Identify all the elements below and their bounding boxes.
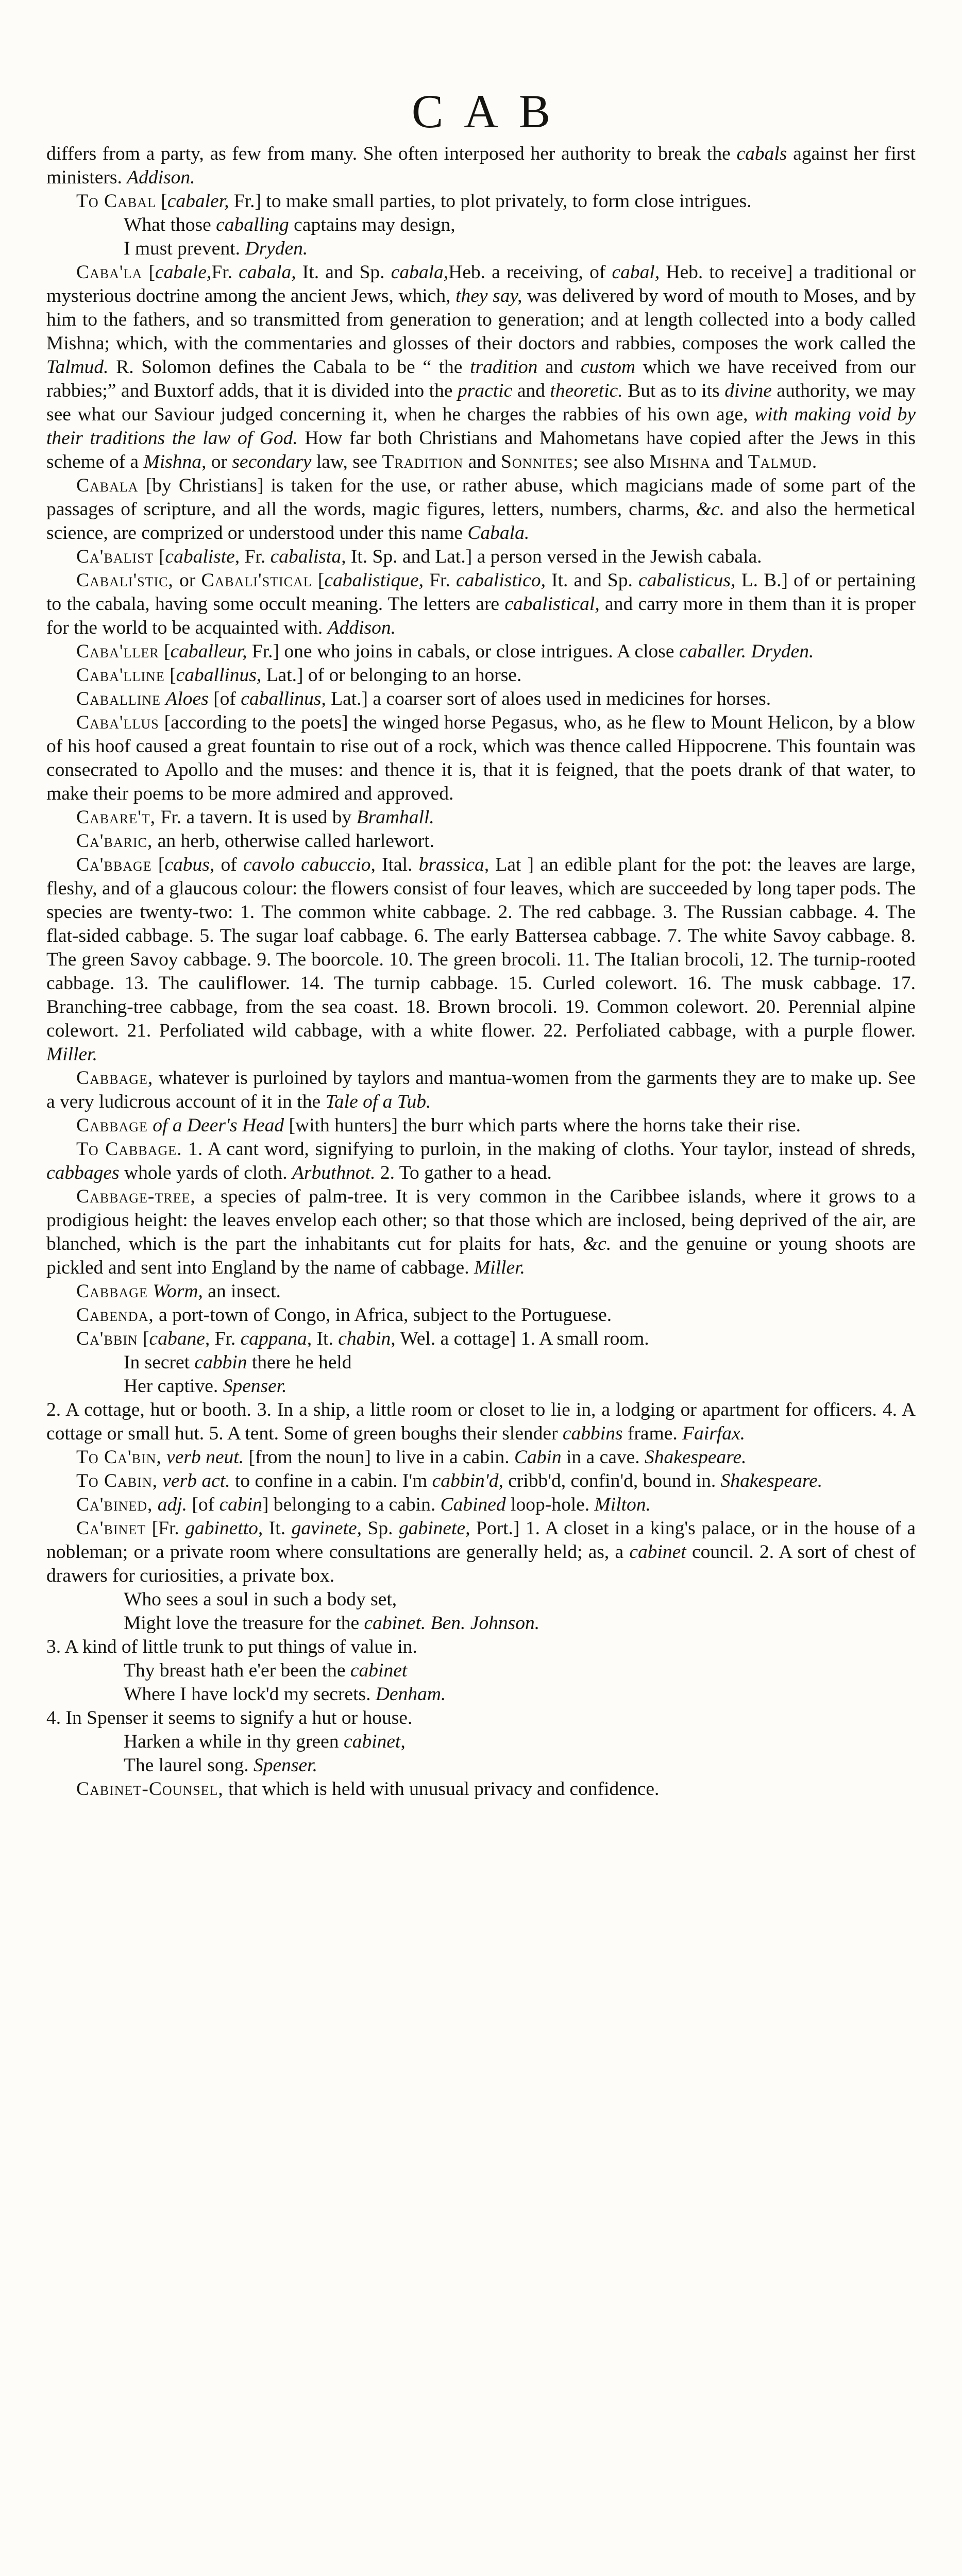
entry-text: Harken a while in thy green [124,1731,344,1752]
entry-text: How far both Christians and Mahometans have copied after the Jews in this scheme of a [46,428,916,472]
italic-text: Spenser. [254,1755,317,1776]
entry-text: and also the hermetical science, are comprized or understood under this name [46,499,916,544]
entry-text: Her captive. [124,1376,223,1397]
italic-text: verb neut. [166,1447,244,1468]
entry-paragraph [46,1398,916,1446]
headword: Caba'la [76,262,143,283]
entry-text: What those [124,214,216,235]
entry-text: which we have received from our rabbies;” and Buxtorf adds, that it is divided into the [46,357,916,401]
entry-text: differs from a party, as few from many. She often interposed her authority to break the [46,143,737,164]
italic-text: cabalistico, [456,570,546,591]
entry-text: Fr. a tavern. It is used by [156,807,357,828]
entry-text: an insect. [202,1281,281,1302]
dictionary-entries [46,142,916,1801]
headword: Mishna [649,451,711,472]
italic-text: Bramhall. [356,807,434,828]
entry-text: was delivered by word of mouth to Moses, and by him to the fathers, and so transmitted from generation to generation; and at length collected into a body called Mishna; which, with the commentaries and glosses of their doctors and rabbies, composes the work called the [46,285,916,354]
entry-text: council. 2. A sort of chest of drawers for curiosities, a private box. [46,1541,916,1586]
entry-text [162,1447,166,1468]
entry-paragraph [46,261,916,474]
entry-text: law, see [311,451,382,472]
headword: To Ca'bin, [76,1447,162,1468]
italic-text: cabalista, [270,546,346,567]
italic-text: Aloes [165,688,209,709]
italic-text: caballinus, [176,665,262,686]
entry-text: [ [159,641,171,662]
entry-text: R. Solomon defines the Cabala to be “ the [108,357,470,378]
entry-paragraph [46,687,916,711]
entry-text: Where I have lock'd my secrets. [124,1684,376,1705]
entry-paragraph [46,853,916,1066]
italic-text: &c. [696,499,725,520]
italic-text: cabalistique, [324,570,424,591]
italic-text: Milton. [594,1494,651,1515]
headword: Sonnites; [501,451,579,472]
italic-text: verb act. [162,1470,230,1492]
headword: Cabali'stic, [76,570,174,591]
italic-text: cabbages [46,1162,120,1183]
italic-text: Addison. [327,617,396,638]
entry-text: Fr. [211,262,239,283]
entry-text: But as to its [622,380,725,401]
entry-text [148,1281,153,1302]
entry-text: [from the noun] to live in a cabin. [244,1447,514,1468]
verse-line [46,237,916,261]
entry-text: and [463,451,501,472]
entry-text: [of [208,688,241,709]
headword: Talmud. [748,451,818,472]
italic-text: secondary [232,451,312,472]
entry-text: [ [142,262,155,283]
entry-text: and the genuine or young shoots are pickled and sent into England by the name of cabbage. [46,1233,916,1278]
entry-text: cribb'd, confin'd, bound in. [503,1470,721,1492]
entry-text: a port-town of Congo, in Africa, subject to the Portuguese. [154,1304,612,1326]
entry-text: and carry more in them than it is proper for the world to be acquainted with. [46,594,916,638]
italic-text: custom [580,357,636,378]
entry-paragraph [46,711,916,806]
headword: Caba'ller [76,641,159,662]
entry-text: [with hunters] the burr which parts where the horns take their rise. [284,1115,801,1136]
italic-text: gabinete, [398,1518,470,1539]
italic-text: Talmud. [46,357,109,378]
entry-text: Wel. a cottage] 1. A small room. [395,1328,649,1349]
entry-text: authority, we may see what our Saviour judged concerning it, when he charges the rabbies of his own age, [46,380,916,425]
entry-text: and [710,451,748,472]
headword: Caba'llus [76,712,159,733]
italic-text: cabala, [239,262,296,283]
entry-paragraph [46,829,916,853]
italic-text: cabal, [612,262,660,283]
entry-text: that which is held with unusual privacy and confidence. [223,1778,660,1800]
entry-text: 1. A cant word, signifying to purloin, in the making of cloths. Your taylor, instead of shreds, [182,1139,916,1160]
entry-paragraph [46,640,916,664]
verse-line [46,1730,916,1754]
headword: Ca'bbage [76,854,152,875]
entry-text: and [537,357,581,378]
headword: Ca'balist [76,546,154,567]
entry-paragraph [46,1493,916,1517]
entry-text [161,688,165,709]
entry-paragraph [46,190,916,213]
entry-text: [ [138,1328,149,1349]
verse-line [46,1351,916,1375]
headword: Ca'bined, [76,1494,153,1515]
entry-paragraph [46,1114,916,1138]
italic-text: Dryden. [245,238,308,259]
italic-text: cabaliste, [165,546,240,567]
italic-text: chabin, [338,1328,396,1349]
entry-text: frame. [622,1423,683,1444]
entry-text: of [214,854,243,875]
entry-paragraph [46,1469,916,1493]
italic-text: cabinet. [364,1613,426,1634]
headword: Caba'lline [76,665,165,686]
italic-text: cabbin'd, [432,1470,503,1492]
italic-text: gabinetto, [185,1518,263,1539]
entry-text: an herb, otherwise called harlewort. [153,831,435,852]
italic-text: cabin [219,1494,262,1515]
italic-text: brassica, [418,854,490,875]
entry-text: [Fr. [146,1518,185,1539]
headword: Caballine [76,688,161,709]
entry-text: [ [156,191,167,212]
entry-text: and [512,380,550,401]
entry-paragraph [46,806,916,829]
entry-text: [of [187,1494,220,1515]
italic-text: gavinete, [291,1518,362,1539]
italic-text: Shakespeare. [720,1470,823,1492]
entry-paragraph [46,569,916,640]
entry-text: Heb. to receive] a traditional or mysterious doctrine among the ancient Jews, which, [46,262,916,307]
entry-text: In secret [124,1352,195,1373]
italic-text: Denham. [375,1684,446,1705]
entry-text: It. and Sp. [296,262,391,283]
headword: Cabinet-Counsel, [76,1778,224,1800]
headword: To Cabin, [76,1470,158,1492]
entry-text: [according to the poets] the winged horse Pegasus, who, as he flew to Mount Helicon, by a blow of his hoof caused a great fountain to rise out of a rock, which was thence called Hippocrene. This fountain was consecrated to Apollo and the muses: and thence it is, that it is feigned, that the poets drank of that water, to make their poems to be more admired and approved. [46,712,916,804]
headword: Cabbage [76,1115,148,1136]
entry-text: Who sees a soul in such a body set, [124,1589,397,1610]
page-header: CAB [411,85,571,138]
verse-line [46,213,916,237]
entry-text: [ [164,665,176,686]
italic-text: cabalisticus, [638,570,736,591]
italic-text: Cabin [514,1447,562,1468]
italic-text: Cabined [440,1494,506,1515]
headword: Cabali'stical [201,570,312,591]
italic-text: Addison. [127,167,195,188]
entry-text: [ [154,546,165,567]
italic-text: cabals [736,143,787,164]
entry-text: Might love the treasure for the [124,1613,364,1634]
italic-text: cabane, [149,1328,210,1349]
entry-text: there he held [247,1352,352,1373]
entry-paragraph [46,1280,916,1303]
italic-text: &c. [583,1233,612,1255]
italic-text: Miller. [474,1257,525,1278]
headword: To Cabal [76,191,156,212]
entry-text: a species of palm-tree. It is very common in the Caribbee islands, where it grows to a prodigious height: the leaves envelop each other; so that those which are inclosed, being deprived of the air, are blanched, which is the part the inhabitants cut for plaits for hats, [46,1186,916,1255]
entry-paragraph [46,545,916,569]
entry-paragraph [46,1066,916,1114]
italic-text: cabaler, [167,191,229,212]
entry-text: to confine in a cabin. I'm [230,1470,432,1492]
italic-text: Shakespeare. [645,1447,747,1468]
entry-paragraph [46,1635,916,1659]
headword: Cabbage-tree, [76,1186,196,1207]
entry-paragraph [46,474,916,545]
verse-line [46,1612,916,1635]
entry-text: ] belonging to a cabin. [262,1494,441,1515]
entry-text: Thy breast hath e'er been the [124,1660,350,1681]
entry-paragraph [46,1327,916,1351]
headword: To Cabbage. [76,1139,182,1160]
entry-text: Fr.] one who joins in cabals, or close intrigues. A close [247,641,679,662]
italic-text: practic [458,380,513,401]
verse-line [46,1375,916,1398]
italic-text: Mishna, [143,451,207,472]
headword: Ca'bbin [76,1328,138,1349]
entry-text [158,1470,162,1492]
entry-text: Ital. [375,854,419,875]
italic-text: they say, [455,285,522,307]
italic-text: cabinet [629,1541,686,1563]
entry-text: It. [263,1518,292,1539]
entry-paragraph [46,1185,916,1280]
headword: Cabenda, [76,1304,154,1326]
entry-text: in a cave. [561,1447,645,1468]
italic-text: Miller. [46,1044,97,1065]
italic-text: caballeur, [170,641,247,662]
italic-text: cappana, [240,1328,312,1349]
entry-text: whole yards of cloth. [119,1162,292,1183]
entry-text: loop-hole. [505,1494,595,1515]
italic-text: Dryden. [751,641,814,662]
entry-text: Sp. [361,1518,399,1539]
entry-paragraph [46,1517,916,1588]
italic-text: cabbins [562,1423,623,1444]
italic-text: of a Deer's Head [153,1115,284,1136]
entry-paragraph [46,1446,916,1469]
entry-text: Fr. [240,546,271,567]
entry-paragraph [46,1777,916,1801]
entry-text: It. [312,1328,339,1349]
entry-text: Fr. [210,1328,241,1349]
italic-text: Ben. Johnson. [430,1613,540,1634]
entry-text: see also [579,451,649,472]
entry-text [426,1613,430,1634]
entry-text: 2. A cottage, hut or booth. 3. In a ship, a little room or closet to lie in, a lodging or apartment for officers. 4. A cottage or small hut. 5. A tent. Some of green boughs their slender [46,1399,916,1444]
entry-text: I must prevent. [124,238,245,259]
entry-paragraph [46,142,916,190]
entry-text: Lat ] an edible plant for the pot: the leaves are large, fleshy, and of a glaucous colour: the flowers consist of four leaves, which are succeeded by long taper pods. The species are twenty-two: 1. The common white cabbage. 2. The red cabbage. 3. The Russian cabbage. 4. The flat-sided cabbage. 5. The sugar loaf cabbage. 6. The early Battersea cabbage. 7. The white Savoy cabbage. 8. The green Savoy cabbage. 9. The boorcole. 10. The green brocoli. 11. The Italian brocoli, 12. The turnip-rooted cabbage. 13. The cauliflower. 14. The turnip cabbage. 15. Curled colewort. 16. The musk cabbage. 17. Branching-tree cabbage, from the sea coast. 18. Brown brocoli. 19. Common colewort. 20. Perennial alpine colewort. 21. Perfoliated wild cabbage, with a white flower. 22. Perfoliated cabbage, with a purple flower. [46,854,916,1041]
entry-text: [by Christians] is taken for the use, or rather abuse, which magicians made of some part of the passages of scripture, and all the words, magic figures, letters, numbers, charms, [46,475,916,520]
entry-text: The laurel song. [124,1755,254,1776]
headword: Cabala [76,475,139,496]
entry-text: 3. A kind of little trunk to put things of value in. [46,1636,417,1657]
headword: Ca'binet [76,1518,146,1539]
verse-line [46,1659,916,1683]
entry-text: or [206,451,232,472]
entry-text: Lat.] a coarser sort of aloes used in medicines for horses. [326,688,771,709]
headword: Tradition [382,451,464,472]
italic-text: cabala, [391,262,449,283]
verse-line [46,1754,916,1777]
italic-text: Arbuthnot. [292,1162,376,1183]
entry-text: 2. To gather to a head. [375,1162,552,1183]
italic-text: Cabala. [467,522,530,544]
italic-text: Fairfax. [682,1423,745,1444]
italic-text: cabinet [350,1660,408,1681]
entry-text: [ [312,570,325,591]
entry-paragraph [46,664,916,687]
verse-line [46,1683,916,1706]
italic-text: cabus, [164,854,215,875]
italic-text: caballer. [679,641,747,662]
italic-text: adj. [157,1494,188,1515]
verse-line [46,1588,916,1612]
entry-text [153,1494,157,1515]
headword: Cabbage, [76,1067,154,1089]
headword: Cabare't, [76,807,156,828]
italic-text: divine [724,380,772,401]
entry-paragraph [46,1303,916,1327]
italic-text: Tale of a Tub. [325,1091,431,1112]
italic-text: cabalistical, [504,594,600,615]
entry-text: against her first ministers. [46,143,916,188]
entry-text: Port.] 1. A closet in a king's palace, or in the house of a nobleman; or a private room where consultations are generally held; as, a [46,1518,916,1563]
entry-text: whatever is purloined by taylors and mantua-women from the garments they are to make up. See a very ludicrous account of it in the [46,1067,916,1112]
italic-text: cabale, [155,262,212,283]
entry-text: Fr.] to make small parties, to plot privately, to form close intrigues. [229,191,752,212]
italic-text: Spenser. [223,1376,287,1397]
italic-text: cabbin [194,1352,247,1373]
entry-text: or [173,570,201,591]
entry-text [148,1115,153,1136]
italic-text: with making void by their traditions the law of God. [46,404,916,449]
entry-paragraph [46,1706,916,1730]
italic-text: caballing [216,214,289,235]
entry-text: L. B.] of or pertaining to the cabala, having some occult meaning. The letters are [46,570,916,615]
italic-text: Worm, [153,1281,203,1302]
italic-text: theoretic. [550,380,623,401]
entry-paragraph [46,1138,916,1185]
headword: Ca'baric, [76,831,153,852]
italic-text: cabinet, [343,1731,406,1752]
entry-text: Fr. [424,570,457,591]
italic-text: cavolo cabuccio, [243,854,376,875]
entry-text: Lat.] of or belonging to an horse. [261,665,522,686]
entry-text: It. Sp. and Lat.] a person versed in the Jewish cabala. [346,546,762,567]
entry-text: [ [151,854,165,875]
entry-text: 4. In Spenser it seems to signify a hut or house. [46,1707,413,1728]
entry-text: It. and Sp. [545,570,638,591]
headword: Cabbage [76,1281,148,1302]
entry-text: captains may design, [289,214,455,235]
italic-text: tradition [470,357,538,378]
italic-text: caballinus, [241,688,326,709]
entry-text: Heb. a receiving, of [448,262,612,283]
